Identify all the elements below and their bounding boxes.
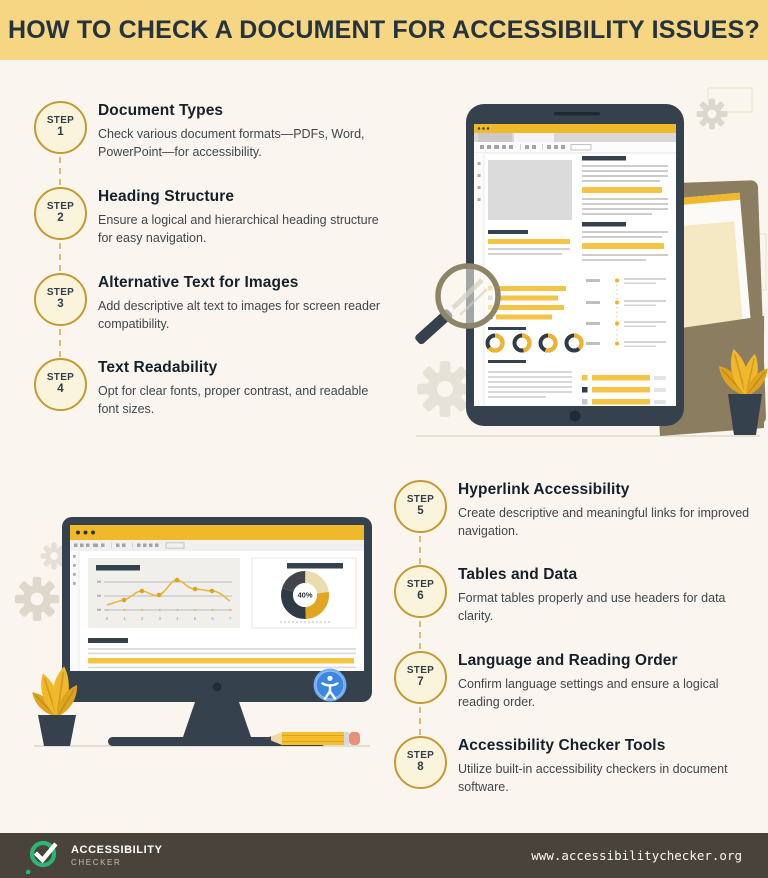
step-title: Language and Reading Order bbox=[458, 652, 678, 669]
step-8 bbox=[394, 736, 750, 797]
tablet-illustration bbox=[408, 84, 768, 462]
svg-text:3: 3 bbox=[158, 616, 162, 621]
step-7 bbox=[394, 651, 750, 712]
step-2 bbox=[34, 187, 390, 248]
monitor-device bbox=[62, 517, 372, 746]
svg-text:1: 1 bbox=[123, 616, 126, 621]
brand-subtitle: CHECKER bbox=[71, 858, 122, 867]
svg-text:2: 2 bbox=[140, 616, 144, 621]
line-chart-panel bbox=[88, 558, 240, 628]
step-number: 3 bbox=[57, 298, 64, 311]
window-titlebar bbox=[474, 124, 676, 133]
toolbar-icons bbox=[474, 142, 676, 153]
brand-logo bbox=[26, 838, 163, 874]
header-banner bbox=[0, 0, 768, 60]
step-6 bbox=[394, 565, 750, 626]
step-label: STEP bbox=[406, 750, 435, 762]
step-label: STEP bbox=[46, 372, 75, 384]
donut-chart-panel bbox=[252, 558, 356, 628]
step-2-badge bbox=[34, 187, 87, 240]
step-description: Format tables properly and use headers for data clarity. bbox=[458, 591, 726, 624]
step-7-badge bbox=[394, 651, 447, 704]
step-label: STEP bbox=[46, 287, 75, 299]
toolbar-icons bbox=[70, 540, 364, 551]
step-label: STEP bbox=[406, 665, 435, 677]
image-placeholder bbox=[488, 160, 572, 220]
step-number: 1 bbox=[57, 126, 64, 139]
svg-text:4: 4 bbox=[176, 616, 179, 621]
monitor-stand bbox=[183, 702, 251, 737]
step-description: Create descriptive and meaningful links for improved navigation. bbox=[458, 506, 750, 539]
gear-icon bbox=[417, 361, 473, 417]
steps-column-right bbox=[394, 480, 754, 810]
monitor-illustration bbox=[8, 492, 388, 802]
step-1 bbox=[34, 101, 390, 162]
speaker-slot bbox=[554, 112, 600, 116]
step-description: Check various document formats—PDFs, Word, PowerPoint—for accessibility. bbox=[98, 127, 365, 160]
steps-column-left bbox=[34, 101, 384, 431]
step-description: Opt for clear fonts, proper contrast, and readable font sizes. bbox=[98, 384, 369, 417]
step-title: Heading Structure bbox=[98, 188, 235, 205]
step-4-badge bbox=[34, 358, 87, 411]
step-number: 2 bbox=[57, 212, 64, 225]
svg-text:7: 7 bbox=[228, 616, 232, 621]
step-5 bbox=[394, 480, 750, 541]
step-description: Add descriptive alt text to images for screen reader compatibility. bbox=[98, 299, 381, 332]
pencil-icon bbox=[266, 732, 360, 745]
tablet-device bbox=[466, 104, 684, 426]
step-5-badge bbox=[394, 480, 447, 533]
step-title: Text Readability bbox=[98, 359, 218, 376]
checkmark-logo-icon bbox=[26, 838, 62, 874]
step-title: Tables and Data bbox=[458, 566, 578, 583]
step-1-badge bbox=[34, 101, 87, 154]
side-tool-strip bbox=[70, 551, 79, 671]
step-label: STEP bbox=[406, 579, 435, 591]
home-button bbox=[570, 411, 581, 422]
step-title: Alternative Text for Images bbox=[98, 274, 299, 291]
step-6-badge bbox=[394, 565, 447, 618]
window-titlebar bbox=[70, 525, 364, 540]
step-description: Confirm language settings and ensure a logical reading order. bbox=[458, 677, 719, 710]
step-title: Document Types bbox=[98, 102, 224, 119]
svg-text:6: 6 bbox=[211, 616, 214, 621]
step-4 bbox=[34, 358, 390, 419]
step-8-badge bbox=[394, 736, 447, 789]
step-description: Ensure a logical and hierarchical heading structure for easy navigation. bbox=[98, 213, 379, 246]
step-number: 7 bbox=[417, 676, 424, 689]
step-description: Utilize built-in accessibility checkers in document software. bbox=[458, 762, 728, 795]
step-number: 8 bbox=[417, 761, 424, 774]
step-label: STEP bbox=[406, 494, 435, 506]
step-title: Hyperlink Accessibility bbox=[458, 481, 630, 498]
step-number: 6 bbox=[417, 590, 424, 603]
step-label: STEP bbox=[46, 201, 75, 213]
gear-icon bbox=[697, 99, 728, 130]
step-number: 5 bbox=[417, 505, 424, 518]
step-3-badge bbox=[34, 273, 87, 326]
svg-text:5: 5 bbox=[193, 616, 197, 621]
step-title: Accessibility Checker Tools bbox=[458, 737, 666, 754]
website-url: www.accessibilitychecker.org bbox=[531, 848, 742, 863]
step-number: 4 bbox=[57, 383, 64, 396]
brand-name: ACCESSIBILITY bbox=[71, 844, 163, 856]
gear-icon bbox=[15, 577, 59, 621]
accessibility-icon bbox=[314, 669, 347, 702]
step-3 bbox=[34, 273, 390, 334]
page-title: HOW TO CHECK A DOCUMENT FOR ACCESSIBILITY ISSUES? bbox=[8, 15, 760, 44]
svg-text:0: 0 bbox=[105, 616, 109, 621]
donut-value-label: 40% bbox=[297, 590, 313, 600]
monitor-camera bbox=[213, 683, 222, 692]
step-label: STEP bbox=[46, 115, 75, 127]
footer-bar bbox=[0, 833, 768, 878]
